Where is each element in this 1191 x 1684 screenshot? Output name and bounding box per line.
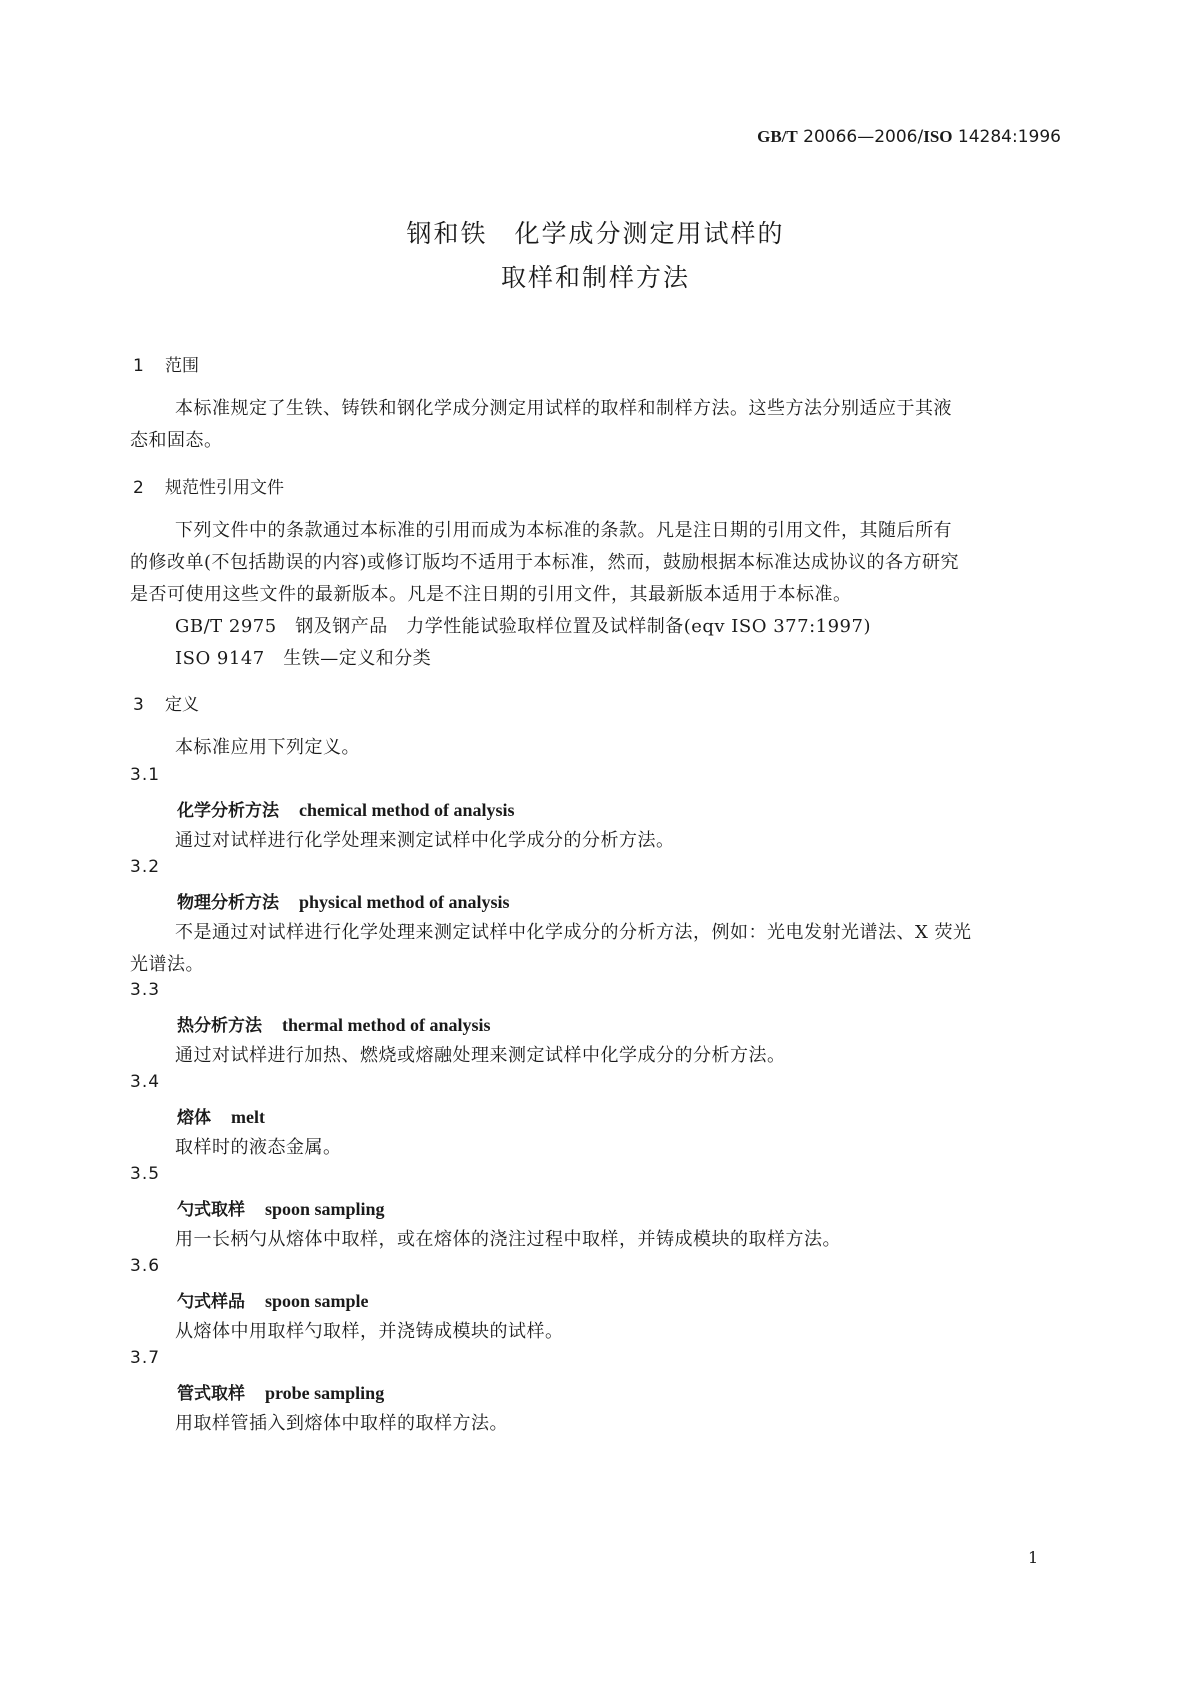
def-term: 勺式取样 spoon sampling xyxy=(177,1199,385,1220)
def-number: 3.2 xyxy=(130,857,161,877)
section-1-heading: 1 范围 xyxy=(133,356,199,376)
header-iso: ISO xyxy=(923,127,953,146)
def-term: 勺式样品 spoon sample xyxy=(177,1291,369,1312)
def-text: 不是通过对试样进行化学处理来测定试样中化学成分的分析方法，例如：光电发射光谱法、X 荧光 xyxy=(175,922,972,943)
def-text: 用取样管插入到熔体中取样的取样方法。 xyxy=(175,1413,508,1434)
def-text: 从熔体中用取样勺取样，并浇铸成模块的试样。 xyxy=(175,1321,564,1342)
def-text-cont: 光谱法。 xyxy=(130,954,204,975)
def-term: 热分析方法 thermal method of analysis xyxy=(177,1015,491,1036)
title-line-1: 钢和铁 化学成分测定用试样的 xyxy=(406,219,785,248)
header-num: 20066—2006/ xyxy=(803,127,924,147)
section-2-para-line-3: 是否可使用这些文件的最新版本。凡是不注日期的引用文件，其最新版本适用于本标准。 xyxy=(130,584,852,605)
def-number: 3.4 xyxy=(130,1072,161,1092)
header-std: GB/T xyxy=(757,127,798,146)
section-2-para-line-2: 的修改单(不包括勘误的内容)或修订版均不适用于本标准，然而，鼓励根据本标准达成协议的各方研究 xyxy=(130,552,960,573)
title-line-2: 取样和制样方法 xyxy=(500,263,690,292)
section-3-intro: 本标准应用下列定义。 xyxy=(175,737,360,758)
def-term: 物理分析方法 physical method of analysis xyxy=(177,892,510,913)
standard-header xyxy=(757,127,1061,147)
section-2-para-line-1: 下列文件中的条款通过本标准的引用而成为本标准的条款。凡是注日期的引用文件，其随后所有 xyxy=(175,520,952,541)
section-1-para-line-1: 本标准规定了生铁、铸铁和钢化学成分测定用试样的取样和制样方法。这些方法分别适应于其液 xyxy=(175,398,952,419)
def-text: 取样时的液态金属。 xyxy=(175,1137,342,1158)
def-number: 3.7 xyxy=(130,1348,161,1368)
def-text: 通过对试样进行加热、燃烧或熔融处理来测定试样中化学成分的分析方法。 xyxy=(175,1045,786,1066)
def-number: 3.3 xyxy=(130,980,161,1000)
def-text: 用一长柄勺从熔体中取样，或在熔体的浇注过程中取样，并铸成模块的取样方法。 xyxy=(175,1229,841,1250)
def-term: 管式取样 probe sampling xyxy=(177,1383,385,1404)
section-3-heading: 3 定义 xyxy=(133,695,199,715)
def-number: 3.1 xyxy=(130,765,161,785)
def-number: 3.6 xyxy=(130,1256,161,1276)
page-number: 1 xyxy=(1028,1548,1039,1567)
def-term: 熔体 melt xyxy=(177,1107,265,1128)
normative-ref-1: GB/T 2975 钢及钢产品 力学性能试验取样位置及试样制备(eqv ISO 377:1997) xyxy=(175,616,871,637)
def-term: 化学分析方法 chemical method of analysis xyxy=(177,800,515,821)
header-isonum: 14284:1996 xyxy=(957,127,1061,147)
def-number: 3.5 xyxy=(130,1164,161,1184)
section-2-heading: 2 规范性引用文件 xyxy=(133,478,284,498)
section-1-para-line-2: 态和固态。 xyxy=(130,430,223,451)
def-text: 通过对试样进行化学处理来测定试样中化学成分的分析方法。 xyxy=(175,830,675,851)
normative-ref-2: ISO 9147 生铁—定义和分类 xyxy=(175,648,432,669)
